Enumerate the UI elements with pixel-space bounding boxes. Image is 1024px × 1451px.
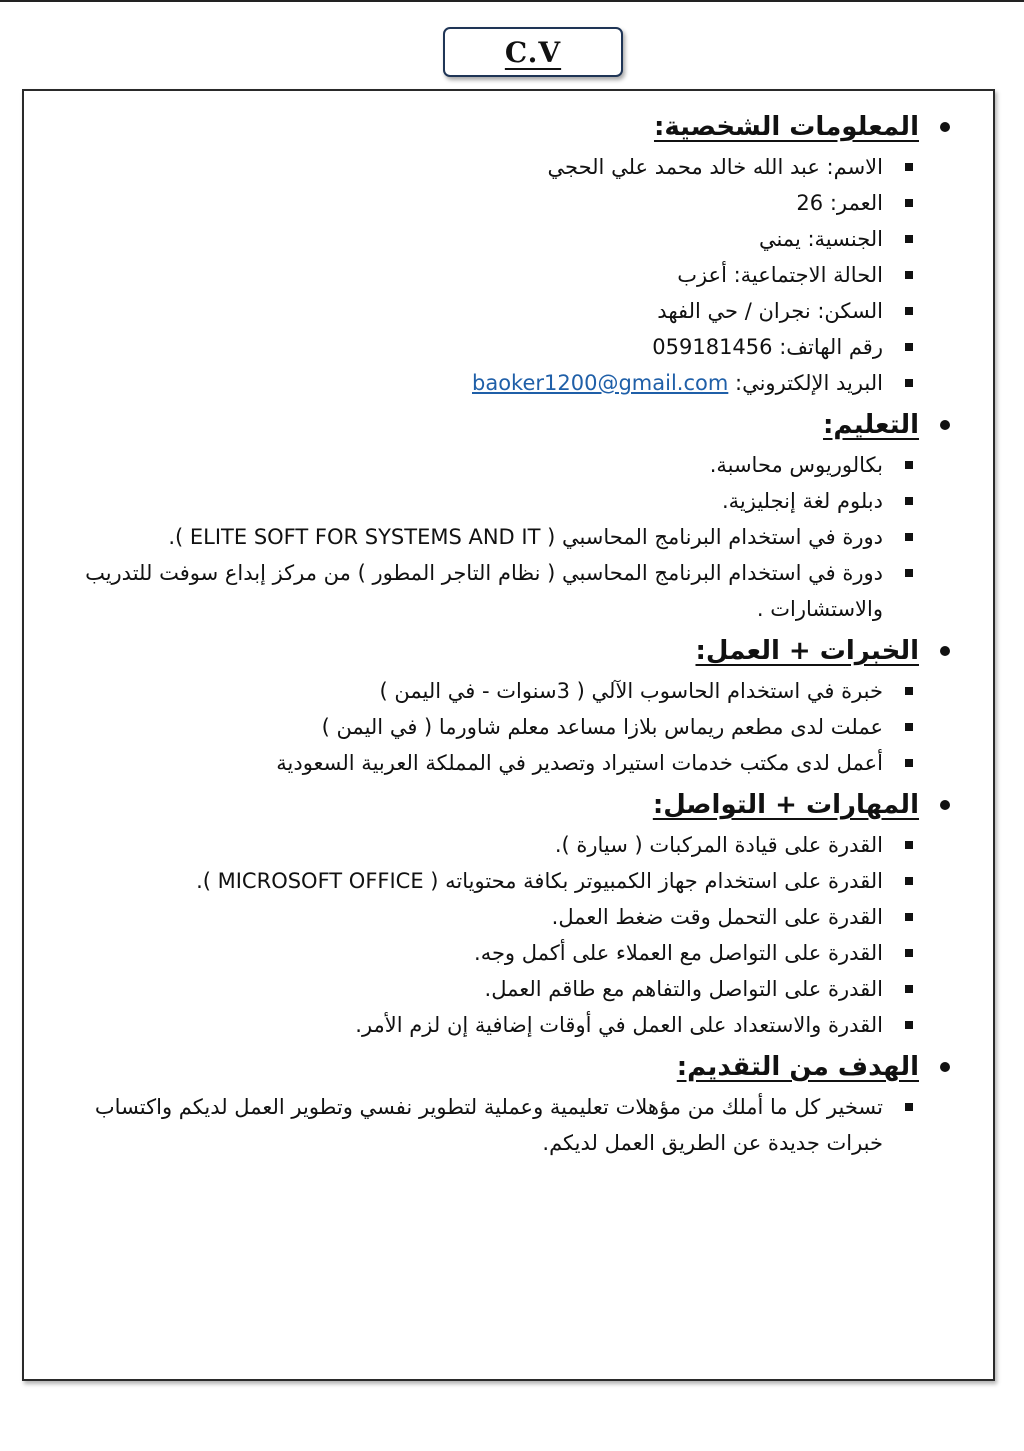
list-item <box>84 221 913 257</box>
skill-item: القدرة على استخدام جهاز الكمبيوتر بكافة محتوياته ( MICROSOFT OFFICE ). <box>196 869 883 893</box>
education-item: دبلوم لغة إنجليزية. <box>721 489 883 513</box>
list-item <box>84 971 913 1007</box>
personal-residence: السكن: نجران / حي الفهد <box>657 299 883 323</box>
email-link[interactable]: baoker1200@gmail.com <box>472 371 729 395</box>
square-bullet-icon <box>905 533 913 541</box>
list-item <box>84 899 913 935</box>
list-item <box>84 555 913 627</box>
skill-item: القدرة على قيادة المركبات ( سيارة ). <box>554 833 883 857</box>
personal-email-row <box>84 365 883 401</box>
title-box <box>443 27 623 77</box>
section-goal <box>84 1045 953 1161</box>
personal-nationality: الجنسية: يمني <box>758 227 883 251</box>
list-item <box>84 293 913 329</box>
square-bullet-icon <box>905 723 913 731</box>
section-title-experience: الخبرات + العمل: <box>695 636 919 666</box>
skill-item: القدرة والاستعداد على العمل في أوقات إضافية إن لزم الأمر. <box>355 1013 883 1037</box>
section-education <box>84 403 953 627</box>
goal-list <box>84 1089 953 1161</box>
section-experience <box>84 629 953 781</box>
list-item <box>84 745 913 781</box>
square-bullet-icon <box>905 569 913 577</box>
list-item <box>84 827 913 863</box>
section-header <box>84 629 953 673</box>
section-bullet-icon <box>937 1059 953 1075</box>
section-bullet-icon <box>937 119 953 135</box>
square-bullet-icon <box>905 1021 913 1029</box>
square-bullet-icon <box>905 687 913 695</box>
list-item <box>84 149 913 185</box>
skills-list <box>84 827 953 1043</box>
square-bullet-icon <box>905 913 913 921</box>
page-title: C.V <box>504 35 562 69</box>
top-rule <box>0 0 1024 2</box>
list-item <box>84 1007 913 1043</box>
square-bullet-icon <box>905 461 913 469</box>
section-bullet-icon <box>937 797 953 813</box>
section-header <box>84 783 953 827</box>
list-item <box>84 1089 913 1161</box>
list-item <box>84 519 913 555</box>
list-item <box>84 673 913 709</box>
square-bullet-icon <box>905 379 913 387</box>
square-bullet-icon <box>905 841 913 849</box>
list-item <box>84 483 913 519</box>
section-skills <box>84 783 953 1043</box>
education-item: دورة في استخدام البرنامج المحاسبي ( نظام التاجر المطور ) من مركز إبداع سوفت للتدريب والاستشارات . <box>85 561 883 621</box>
email-label: البريد الإلكتروني: <box>735 371 883 395</box>
square-bullet-icon <box>905 949 913 957</box>
education-item: بكالوريوس محاسبة. <box>709 453 883 477</box>
list-item <box>84 185 913 221</box>
cv-frame <box>22 89 995 1381</box>
list-item <box>84 863 913 899</box>
section-personal <box>84 105 953 401</box>
personal-marital: الحالة الاجتماعية: أعزب <box>677 263 883 287</box>
list-item <box>84 935 913 971</box>
section-title-education: التعليم: <box>823 410 919 440</box>
square-bullet-icon <box>905 985 913 993</box>
skill-item: القدرة على التواصل والتفاهم مع طاقم العمل. <box>484 977 883 1001</box>
list-item <box>84 447 913 483</box>
personal-phone: رقم الهاتف: 059181456 <box>652 335 883 359</box>
square-bullet-icon <box>905 877 913 885</box>
experience-list <box>84 673 953 781</box>
square-bullet-icon <box>905 307 913 315</box>
experience-item: عملت لدى مطعم ريماس بلازا مساعد معلم شاورما ( في اليمن ) <box>321 715 883 739</box>
section-title-goal: الهدف من التقديم: <box>676 1052 919 1082</box>
skill-item: القدرة على التواصل مع العملاء على أكمل وجه. <box>474 941 883 965</box>
section-header <box>84 403 953 447</box>
list-item <box>84 365 913 401</box>
experience-item: خبرة في استخدام الحاسوب الآلي ( 3سنوات - في اليمن ) <box>379 679 883 703</box>
cv-content <box>84 105 953 1161</box>
personal-name: الاسم: عبد الله خالد محمد علي الحجي <box>547 155 883 179</box>
square-bullet-icon <box>905 343 913 351</box>
list-item <box>84 709 913 745</box>
section-header <box>84 105 953 149</box>
square-bullet-icon <box>905 1103 913 1111</box>
personal-age: العمر: 26 <box>796 191 883 215</box>
list-item <box>84 329 913 365</box>
education-item: دورة في استخدام البرنامج المحاسبي ( ELITE SOFT FOR SYSTEMS AND IT ). <box>168 525 883 549</box>
experience-item: أعمل لدى مكتب خدمات استيراد وتصدير في المملكة العربية السعودية <box>276 751 883 775</box>
skill-item: القدرة على التحمل وقت ضغط العمل. <box>551 905 883 929</box>
square-bullet-icon <box>905 497 913 505</box>
square-bullet-icon <box>905 199 913 207</box>
square-bullet-icon <box>905 759 913 767</box>
section-bullet-icon <box>937 643 953 659</box>
square-bullet-icon <box>905 235 913 243</box>
goal-item: تسخير كل ما أملك من مؤهلات تعليمية وعملية لتطوير نفسي وتطوير العمل لديكم واكتساب خبرات جديدة عن الطريق العمل لديكم. <box>94 1095 883 1155</box>
square-bullet-icon <box>905 271 913 279</box>
section-bullet-icon <box>937 417 953 433</box>
section-title-skills: المهارات + التواصل: <box>652 790 919 820</box>
list-item <box>84 257 913 293</box>
section-header <box>84 1045 953 1089</box>
education-list <box>84 447 953 627</box>
section-title-personal: المعلومات الشخصية: <box>653 112 919 142</box>
square-bullet-icon <box>905 163 913 171</box>
personal-list <box>84 149 953 401</box>
